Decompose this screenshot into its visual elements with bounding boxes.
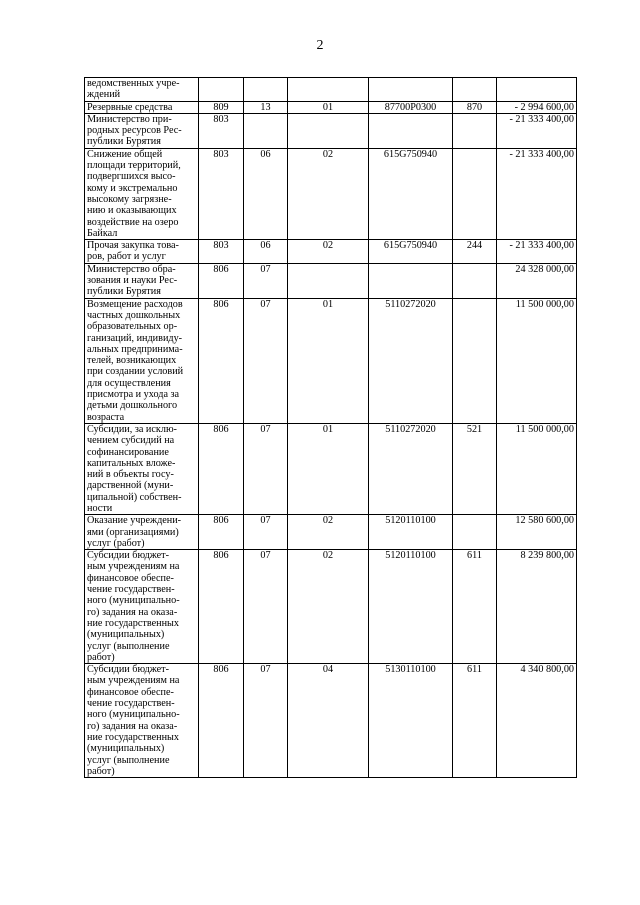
item-name-line: публики Бурятия — [87, 286, 161, 298]
item-name-cell — [85, 550, 199, 664]
section-cell: 06 — [244, 240, 288, 264]
item-name-line: ний в объекты госу- — [87, 469, 174, 481]
item-name-line: го) задания на оказа- — [87, 606, 178, 618]
item-name-line: услуг (работ) — [87, 537, 145, 549]
item-name-cell — [85, 263, 199, 298]
item-name-line: услуг (выполнение — [87, 640, 170, 652]
item-name-line: при создании условий — [87, 366, 184, 378]
item-name-line: для осуществления — [87, 377, 171, 389]
item-name-line: работ) — [87, 651, 115, 663]
subsection-cell: 02 — [288, 148, 369, 239]
item-name-line: чение государствен- — [87, 584, 175, 596]
item-name-line: Оказание учреждени- — [87, 515, 182, 527]
grbs-cell: 806 — [199, 263, 244, 298]
section-cell — [244, 113, 288, 148]
expense-type-cell: 244 — [453, 240, 497, 264]
item-name-line: ным учреждениям на — [87, 675, 180, 687]
table-row — [85, 298, 577, 423]
budget-table — [84, 77, 577, 778]
section-cell: 07 — [244, 664, 288, 778]
item-name-line: Байкал — [87, 227, 118, 239]
item-name-cell — [85, 78, 199, 102]
item-name-cell — [85, 101, 199, 113]
subsection-cell: 01 — [288, 423, 369, 514]
item-name-line: частных дошкольных — [87, 309, 181, 321]
section-cell: 07 — [244, 298, 288, 423]
table-row — [85, 240, 577, 264]
amount-cell: 24 328 000,00 — [497, 263, 577, 298]
item-name-cell — [85, 148, 199, 239]
item-name-line: кому и экстремально — [87, 182, 178, 194]
expense-type-cell — [453, 113, 497, 148]
item-name-line: ности — [87, 502, 113, 514]
item-name-line: Субсидии бюджет- — [87, 664, 170, 676]
item-name-line: нию и оказывающих — [87, 205, 177, 217]
table-body — [85, 78, 577, 778]
item-name-cell — [85, 113, 199, 148]
subsection-cell — [288, 78, 369, 102]
table-row — [85, 78, 577, 102]
expense-type-cell — [453, 298, 497, 423]
item-name-line: (муниципальных) — [87, 629, 165, 641]
item-name-line: публики Бурятия — [87, 136, 161, 148]
grbs-cell: 806 — [199, 298, 244, 423]
page-number: 2 — [316, 38, 324, 53]
item-name-line: Прочая закупка това- — [87, 240, 179, 252]
target-article-cell — [369, 263, 453, 298]
item-name-line: высокому загрязне- — [87, 193, 172, 205]
expense-type-cell — [453, 78, 497, 102]
section-cell: 07 — [244, 550, 288, 664]
subsection-cell: 01 — [288, 298, 369, 423]
section-cell: 07 — [244, 423, 288, 514]
amount-cell: 8 239 800,00 — [497, 550, 577, 664]
amount-cell: 11 500 000,00 — [497, 298, 577, 423]
subsection-cell — [288, 263, 369, 298]
section-cell: 06 — [244, 148, 288, 239]
table-row — [85, 113, 577, 148]
target-article-cell: 87700Р0300 — [369, 101, 453, 113]
target-article-cell: 5130110100 — [369, 664, 453, 778]
item-name-line: ным учреждениям на — [87, 561, 180, 573]
expense-type-cell: 521 — [453, 423, 497, 514]
item-name-line: Возмещение расходов — [87, 298, 183, 310]
item-name-line: зования и науки Рес- — [87, 275, 178, 287]
item-name-line: присмотра и ухода за — [87, 389, 180, 401]
expense-type-cell: 870 — [453, 101, 497, 113]
section-cell: 07 — [244, 263, 288, 298]
target-article-cell: 5110272020 — [369, 298, 453, 423]
target-article-cell: 5120110100 — [369, 515, 453, 550]
table-row — [85, 101, 577, 113]
item-name-line: ждений — [87, 89, 121, 101]
grbs-cell: 806 — [199, 423, 244, 514]
expense-type-cell: 611 — [453, 664, 497, 778]
amount-cell — [497, 78, 577, 102]
target-article-cell: 5120110100 — [369, 550, 453, 664]
item-name-line: ние государственных — [87, 731, 179, 743]
table-row — [85, 550, 577, 664]
item-name-line: телей, возникающих — [87, 355, 177, 367]
target-article-cell — [369, 113, 453, 148]
table-row — [85, 423, 577, 514]
item-name-line: возраста — [87, 411, 125, 423]
item-name-line: работ) — [87, 765, 115, 777]
item-name-line: площади территорий, — [87, 160, 181, 172]
item-name-line: Субсидии бюджет- — [87, 550, 170, 562]
item-name-line: ганизаций, индивиду- — [87, 332, 183, 344]
grbs-cell: 803 — [199, 148, 244, 239]
item-name-line: ного (муниципально- — [87, 595, 180, 607]
item-name-line: (муниципальных) — [87, 743, 165, 755]
item-name-line: ние государственных — [87, 617, 179, 629]
table-row — [85, 263, 577, 298]
item-name-cell — [85, 515, 199, 550]
subsection-cell: 04 — [288, 664, 369, 778]
section-cell: 13 — [244, 101, 288, 113]
subsection-cell: 02 — [288, 240, 369, 264]
item-name-line: финансовое обеспе- — [87, 572, 174, 584]
item-name-line: Министерство обра- — [87, 263, 176, 275]
item-name-line: родных ресурсов Рес- — [87, 125, 182, 137]
item-name-line: Снижение общей — [87, 148, 163, 160]
subsection-cell — [288, 113, 369, 148]
amount-cell: - 21 333 400,00 — [497, 148, 577, 239]
item-name-line: капитальных вложе- — [87, 457, 176, 469]
grbs-cell: 806 — [199, 550, 244, 664]
target-article-cell — [369, 78, 453, 102]
item-name-line: чением субсидий на — [87, 435, 175, 447]
item-name-line: альных предпринима- — [87, 343, 183, 355]
table-row — [85, 515, 577, 550]
table-row — [85, 664, 577, 778]
item-name-line: дарственной (муни- — [87, 480, 174, 492]
item-name-line: детьми дошкольного — [87, 400, 178, 412]
item-name-line: Субсидии, за исклю- — [87, 423, 177, 435]
expense-type-cell — [453, 148, 497, 239]
table-row — [85, 148, 577, 239]
grbs-cell: 803 — [199, 113, 244, 148]
item-name-line: воздействие на озеро — [87, 216, 179, 228]
item-name-line: софинансирование — [87, 446, 169, 458]
section-cell — [244, 78, 288, 102]
target-article-cell: 5110272020 — [369, 423, 453, 514]
expense-type-cell: 611 — [453, 550, 497, 664]
amount-cell: - 2 994 600,00 — [497, 101, 577, 113]
subsection-cell: 01 — [288, 101, 369, 113]
item-name-line: го) задания на оказа- — [87, 720, 178, 732]
item-name-line: образовательных ор- — [87, 321, 178, 333]
subsection-cell: 02 — [288, 515, 369, 550]
amount-cell: 11 500 000,00 — [497, 423, 577, 514]
target-article-cell: 615G750940 — [369, 148, 453, 239]
item-name-line: Министерство при- — [87, 113, 172, 125]
item-name-cell — [85, 298, 199, 423]
grbs-cell — [199, 78, 244, 102]
amount-cell: 12 580 600,00 — [497, 515, 577, 550]
amount-cell: - 21 333 400,00 — [497, 240, 577, 264]
item-name-line: услуг (выполнение — [87, 754, 170, 766]
item-name-cell — [85, 423, 199, 514]
amount-cell: - 21 333 400,00 — [497, 113, 577, 148]
target-article-cell: 615G750940 — [369, 240, 453, 264]
item-name-line: ведомственных учре- — [87, 78, 180, 89]
grbs-cell: 806 — [199, 515, 244, 550]
item-name-line: финансовое обеспе- — [87, 686, 174, 698]
item-name-line: ципальной) собствен- — [87, 491, 182, 503]
grbs-cell: 806 — [199, 664, 244, 778]
subsection-cell: 02 — [288, 550, 369, 664]
item-name-cell — [85, 240, 199, 264]
item-name-cell — [85, 664, 199, 778]
section-cell: 07 — [244, 515, 288, 550]
item-name-line: Резервные средства — [87, 101, 173, 113]
grbs-cell: 809 — [199, 101, 244, 113]
expense-type-cell — [453, 515, 497, 550]
grbs-cell: 803 — [199, 240, 244, 264]
item-name-line: ного (муниципально- — [87, 709, 180, 721]
item-name-line: ями (организациями) — [87, 526, 179, 538]
item-name-line: подвергшихся высо- — [87, 171, 176, 183]
expense-type-cell — [453, 263, 497, 298]
amount-cell: 4 340 800,00 — [497, 664, 577, 778]
item-name-line: чение государствен- — [87, 698, 175, 710]
item-name-line: ров, работ и услуг — [87, 251, 166, 263]
